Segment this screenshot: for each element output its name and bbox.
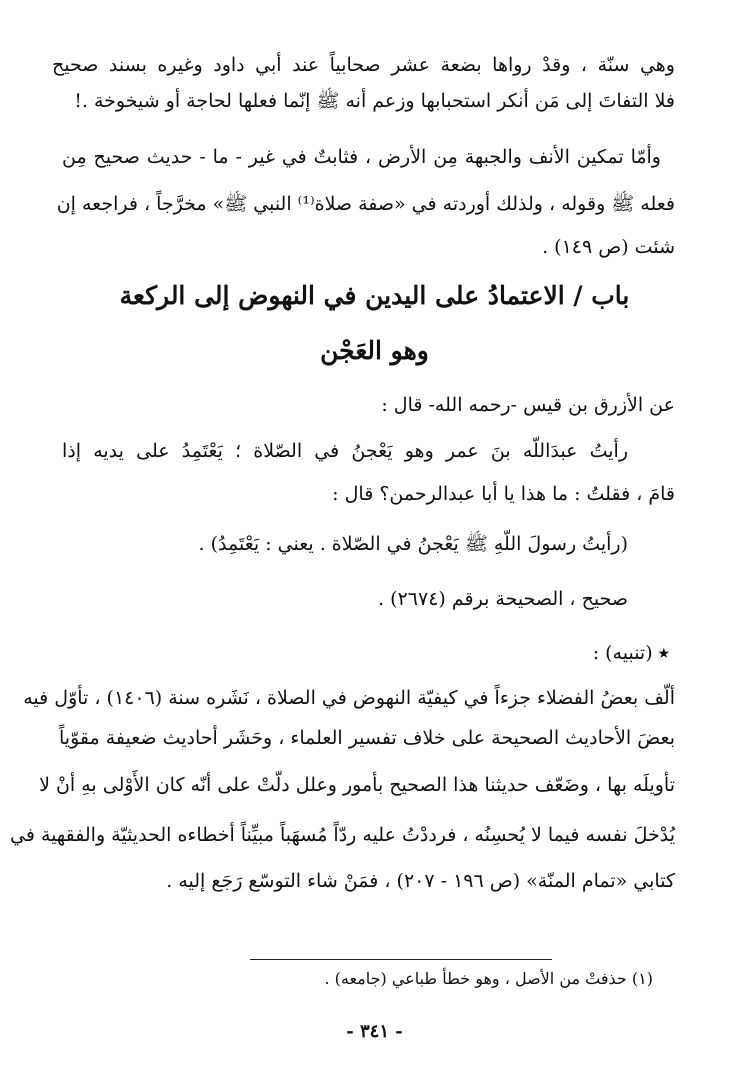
note-heading [62, 638, 669, 668]
footnote: (١) حذفتْ من الأصل ، وهو خطأ طباعي (جامعه) . [324, 969, 653, 988]
hadith-text-line-1: رأيتُ عبدَاللّه بنَ عمر وهو يَعْجنُ في الصّلاة ؛ يَعْتَمِدُ على يديه إذا [62, 440, 628, 462]
note-marker: ٭ [658, 642, 669, 664]
hadith-intro: عن الأزرق بن قيس -رحمه الله- قال : [381, 394, 675, 416]
note-line-1: ألّف بعضُ الفضلاء جزءاً في كيفيّة النهوض في الصلاة ، نَشَره سنة (١٤٠٦) ، تأوّل فيه [23, 687, 675, 709]
chapter-title-line-2: وهو العَجْن [320, 336, 429, 365]
paragraph2-line-2: فعله ﷺ وقوله ، ولذلك أوردته في «صفة صلاة⁽¹⁾ النبي ﷺ» مخرَّجاً ، فراجعه إن [56, 193, 675, 215]
note-line-4: يُدْخلَ نفسه فيما لا يُحسِنُه ، فرددْتُ عليه ردّاً مُسهَباً مبيِّناً أخطاءه الحديثيّة والفقهية في [10, 824, 675, 846]
hadith-grade: صحيح ، الصحيحة برقم (٢٦٧٤) . [378, 588, 628, 610]
hadith-text-line-2: قامَ ، فقلتُ : ما هذا يا أبا عبدالرحمن؟ قال : [332, 483, 675, 505]
chapter-title-line-1: باب / الاعتمادُ على اليدين في النهوض إلى الركعة [119, 281, 630, 310]
footnote-divider [250, 959, 552, 960]
page-number: - ٣٤١ - [346, 1021, 403, 1042]
note-label: (تنبيه) : [592, 642, 653, 664]
paragraph2-line-3: شئت (ص ١٤٩) . [542, 236, 675, 258]
note-line-5: كتابي «تمام المنّة» (ص ١٩٦ - ٢٠٧) ، فمَنْ شاء التوسّع رَجَع إليه . [166, 870, 675, 892]
hadith-text-line-3: (رأيتُ رسولَ اللّهِ ﷺ يَعْجنُ في الصّلاة . يعني : يَعْتَمِدُ) . [198, 533, 628, 555]
note-line-3: تأويلَه بها ، وضَعّف حديثنا هذا الصحيح بأمور وعلل دلّتْ على أنّه كان الأَوْلى بهِ أنْ لا [39, 774, 675, 796]
note-line-2: بعضَ الأحاديث الصحيحة على خلاف تفسير العلماء ، وحَشَر أحاديث ضعيفة مقوّياً [59, 727, 675, 749]
paragraph2-line-1: وأمّا تمكين الأنف والجبهة مِن الأرض ، فثابتٌ في غير - ما - حديث صحيح مِن [62, 146, 661, 168]
paragraph1-line-1: وهي سنّة ، وقدْ رواها بضعة عشر صحابياً عند أبي داود وغيره بسند صحيح [52, 54, 675, 76]
paragraph1-line-2: فلا التفاتَ إلى مَن أنكر استحبابها وزعم أنه ﷺ إنّما فعلها لحاجة أو شيخوخة .! [74, 90, 675, 112]
